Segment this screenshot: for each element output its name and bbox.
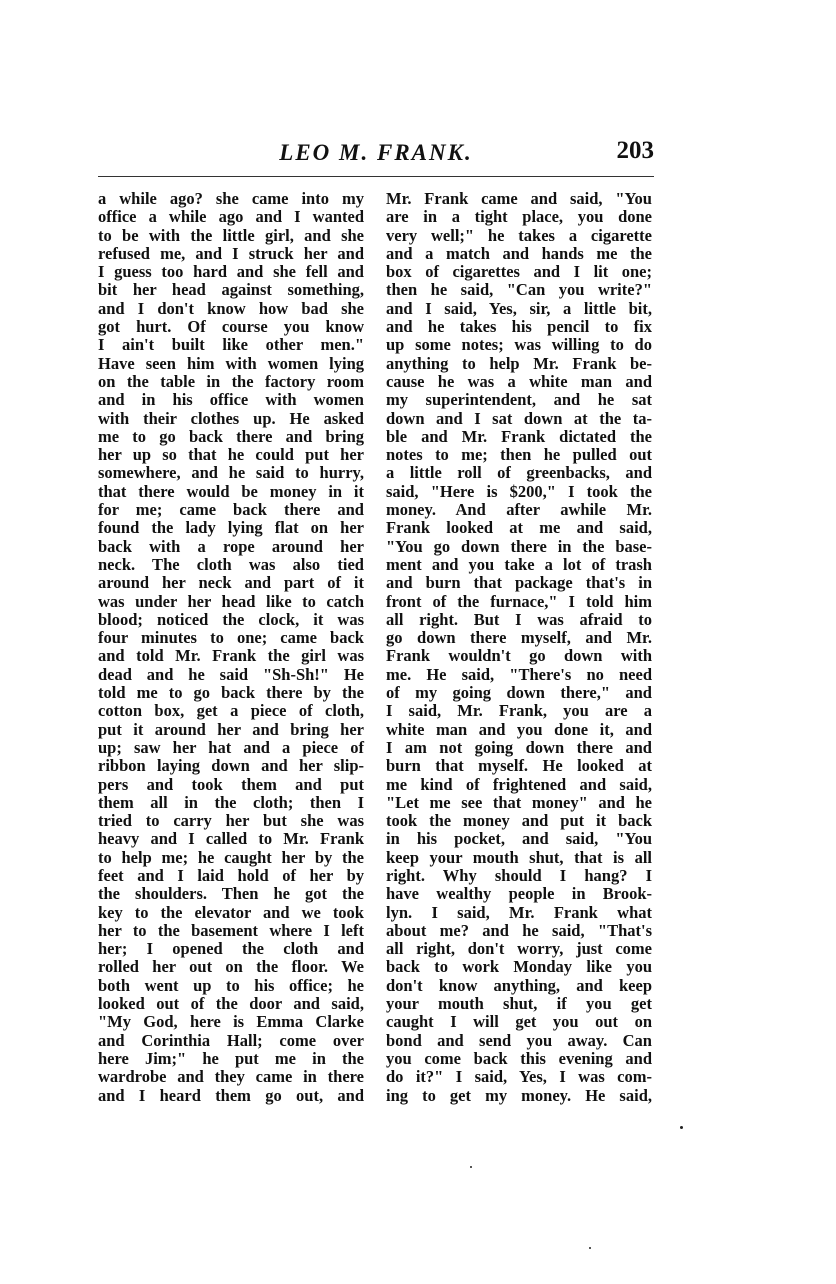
left-column-line: somewhere, and he said to hurry,: [98, 463, 364, 483]
right-column-line: a little roll of greenbacks, and: [386, 463, 652, 483]
left-column-line: her up so that he could put her: [98, 445, 364, 465]
left-column-line: found the lady lying flat on her: [98, 518, 364, 538]
right-column-line: and I said, Yes, sir, a little bit,: [386, 298, 652, 318]
right-column-line: cause he was a white man and: [386, 371, 652, 391]
right-column-line: I am not going down there and: [386, 737, 652, 757]
left-column-line: around her neck and part of it: [98, 573, 364, 593]
left-column-line: ribbon laying down and her slip-: [98, 756, 364, 776]
right-column-line: money. And after awhile Mr.: [386, 500, 652, 520]
left-column-line: neck. The cloth was also tied: [98, 554, 364, 574]
right-column-line: about me? and he said, "That's: [386, 920, 652, 940]
left-column-line: wardrobe and they came in there: [98, 1067, 364, 1087]
right-column-line: ment and you take a lot of trash: [386, 554, 652, 574]
right-column-line: caught I will get you out on: [386, 1012, 652, 1032]
page-number: 203: [616, 137, 654, 164]
right-column-line: "You go down there in the base-: [386, 536, 652, 556]
left-column-line: heavy and I called to Mr. Frank: [98, 829, 364, 849]
left-column-line: that there would be money in it: [98, 481, 364, 501]
right-column-line: and a match and hands me the: [386, 243, 652, 263]
right-column-line: bond and send you away. Can: [386, 1030, 652, 1050]
left-column-line: bit her head against something,: [98, 280, 364, 300]
left-text-column: [98, 190, 364, 1105]
left-column-line: "My God, here is Emma Clarke: [98, 1012, 364, 1032]
right-column-line: then he said, "Can you write?": [386, 280, 652, 300]
left-column-line: refused me, and I struck her and: [98, 243, 364, 263]
right-column-line: Frank looked at me and said,: [386, 518, 652, 538]
left-column-line: and told Mr. Frank the girl was: [98, 646, 364, 666]
right-column-line: burn that myself. He looked at: [386, 756, 652, 776]
right-column-line: box of cigarettes and I lit one;: [386, 262, 652, 282]
left-column-line: dead and he said "Sh-Sh!" He: [98, 664, 364, 684]
left-column-line: the shoulders. Then he got the: [98, 884, 364, 904]
right-column-line: you come back this evening and: [386, 1048, 652, 1068]
right-column-line: and he takes his pencil to fix: [386, 317, 652, 337]
left-column-line: got hurt. Of course you know: [98, 317, 364, 337]
left-column-line: here Jim;" he put me in the: [98, 1048, 364, 1068]
right-column-line: of my going down there," and: [386, 683, 652, 703]
running-head: [98, 137, 654, 174]
left-column-line: for me; came back there and: [98, 500, 364, 520]
left-column-line: four minutes to one; came back: [98, 628, 364, 648]
right-column-line: took the money and put it back: [386, 811, 652, 831]
right-column-line: do it?" I said, Yes, I was com-: [386, 1067, 652, 1087]
right-column-line: lyn. I said, Mr. Frank what: [386, 902, 652, 922]
right-column-line: white man and you done it, and: [386, 719, 652, 739]
right-column-line: up some notes; was willing to do: [386, 335, 652, 355]
right-column-line: don't know anything, and keep: [386, 975, 652, 995]
left-column-line: blood; noticed the clock, it was: [98, 609, 364, 629]
right-column-line: front of the furnace," I told him: [386, 591, 652, 611]
left-column-line: on the table in the factory room: [98, 371, 364, 391]
right-column-line: me kind of frightened and said,: [386, 774, 652, 794]
header-rule: [98, 176, 654, 177]
left-column-line: a while ago? she came into my: [98, 189, 364, 208]
left-column-line: office a while ago and I wanted: [98, 207, 364, 227]
left-column-line: her to the basement where I left: [98, 920, 364, 940]
left-column-line: and Corinthia Hall; come over: [98, 1030, 364, 1050]
right-text-column: [386, 190, 652, 1105]
left-column-line: told me to go back there by the: [98, 683, 364, 703]
right-column-line: my superintendent, and he sat: [386, 390, 652, 410]
left-column-line: up; saw her hat and a piece of: [98, 737, 364, 757]
right-column-line: down and I sat down at the ta-: [386, 408, 652, 428]
running-title: LEO M. FRANK.: [279, 140, 473, 165]
right-column-line: me. He said, "There's no need: [386, 664, 652, 684]
right-column-line: right. Why should I hang? I: [386, 865, 652, 885]
right-column-line: keep your mouth shut, that is all: [386, 847, 652, 867]
left-column-line: was under her head like to catch: [98, 591, 364, 611]
left-column-line: key to the elevator and we took: [98, 902, 364, 922]
left-column-line: rolled her out on the floor. We: [98, 957, 364, 977]
left-column-line: me to go back there and bring: [98, 426, 364, 446]
left-column-line: cotton box, get a piece of cloth,: [98, 701, 364, 721]
left-column-line: and I heard them go out, and: [98, 1085, 364, 1105]
left-column-line: pers and took them and put: [98, 774, 364, 794]
left-column-line: I ain't built like other men.": [98, 335, 364, 355]
ink-speck: [589, 1247, 591, 1249]
left-column-line: tried to carry her but she was: [98, 811, 364, 831]
right-column-line: anything to help Mr. Frank be-: [386, 353, 652, 373]
left-column-line: back with a rope around her: [98, 536, 364, 556]
left-column-line: feet and I laid hold of her by: [98, 865, 364, 885]
right-column-line: all right. But I was afraid to: [386, 609, 652, 629]
left-column-line: Have seen him with women lying: [98, 353, 364, 373]
right-column-line: all right, don't worry, just come: [386, 939, 652, 959]
right-column-line: "Let me see that money" and he: [386, 792, 652, 812]
right-column-line: and burn that package that's in: [386, 573, 652, 593]
right-column-line: are in a tight place, you done: [386, 207, 652, 227]
right-column-line: ble and Mr. Frank dictated the: [386, 426, 652, 446]
left-column-line: and in his office with women: [98, 390, 364, 410]
right-column-line: said, "Here is $200," I took the: [386, 481, 652, 501]
left-column-line: both went up to his office; he: [98, 975, 364, 995]
left-column-line: looked out of the door and said,: [98, 994, 364, 1014]
ink-speck: [470, 1166, 472, 1168]
left-column-line: with their clothes up. He asked: [98, 408, 364, 428]
right-column-line: in his pocket, and said, "You: [386, 829, 652, 849]
right-column-line: have wealthy people in Brook-: [386, 884, 652, 904]
right-column-line: Mr. Frank came and said, "You: [386, 189, 652, 208]
left-column-line: her; I opened the cloth and: [98, 939, 364, 959]
right-column-line: Frank wouldn't go down with: [386, 646, 652, 666]
right-column-line: very well;" he takes a cigarette: [386, 225, 652, 245]
ink-speck: [680, 1126, 683, 1129]
left-column-line: I guess too hard and she fell and: [98, 262, 364, 282]
right-column-line: go down there myself, and Mr.: [386, 628, 652, 648]
left-column-line: to help me; he caught her by the: [98, 847, 364, 867]
left-column-line: and I don't know how bad she: [98, 298, 364, 318]
left-column-line: them all in the cloth; then I: [98, 792, 364, 812]
right-column-line: notes to me; then he pulled out: [386, 445, 652, 465]
right-column-line: your mouth shut, if you get: [386, 994, 652, 1014]
right-column-line: I said, Mr. Frank, you are a: [386, 701, 652, 721]
right-column-line: ing to get my money. He said,: [386, 1085, 652, 1105]
right-column-line: back to work Monday like you: [386, 957, 652, 977]
left-column-line: to be with the little girl, and she: [98, 225, 364, 245]
left-column-line: put it around her and bring her: [98, 719, 364, 739]
